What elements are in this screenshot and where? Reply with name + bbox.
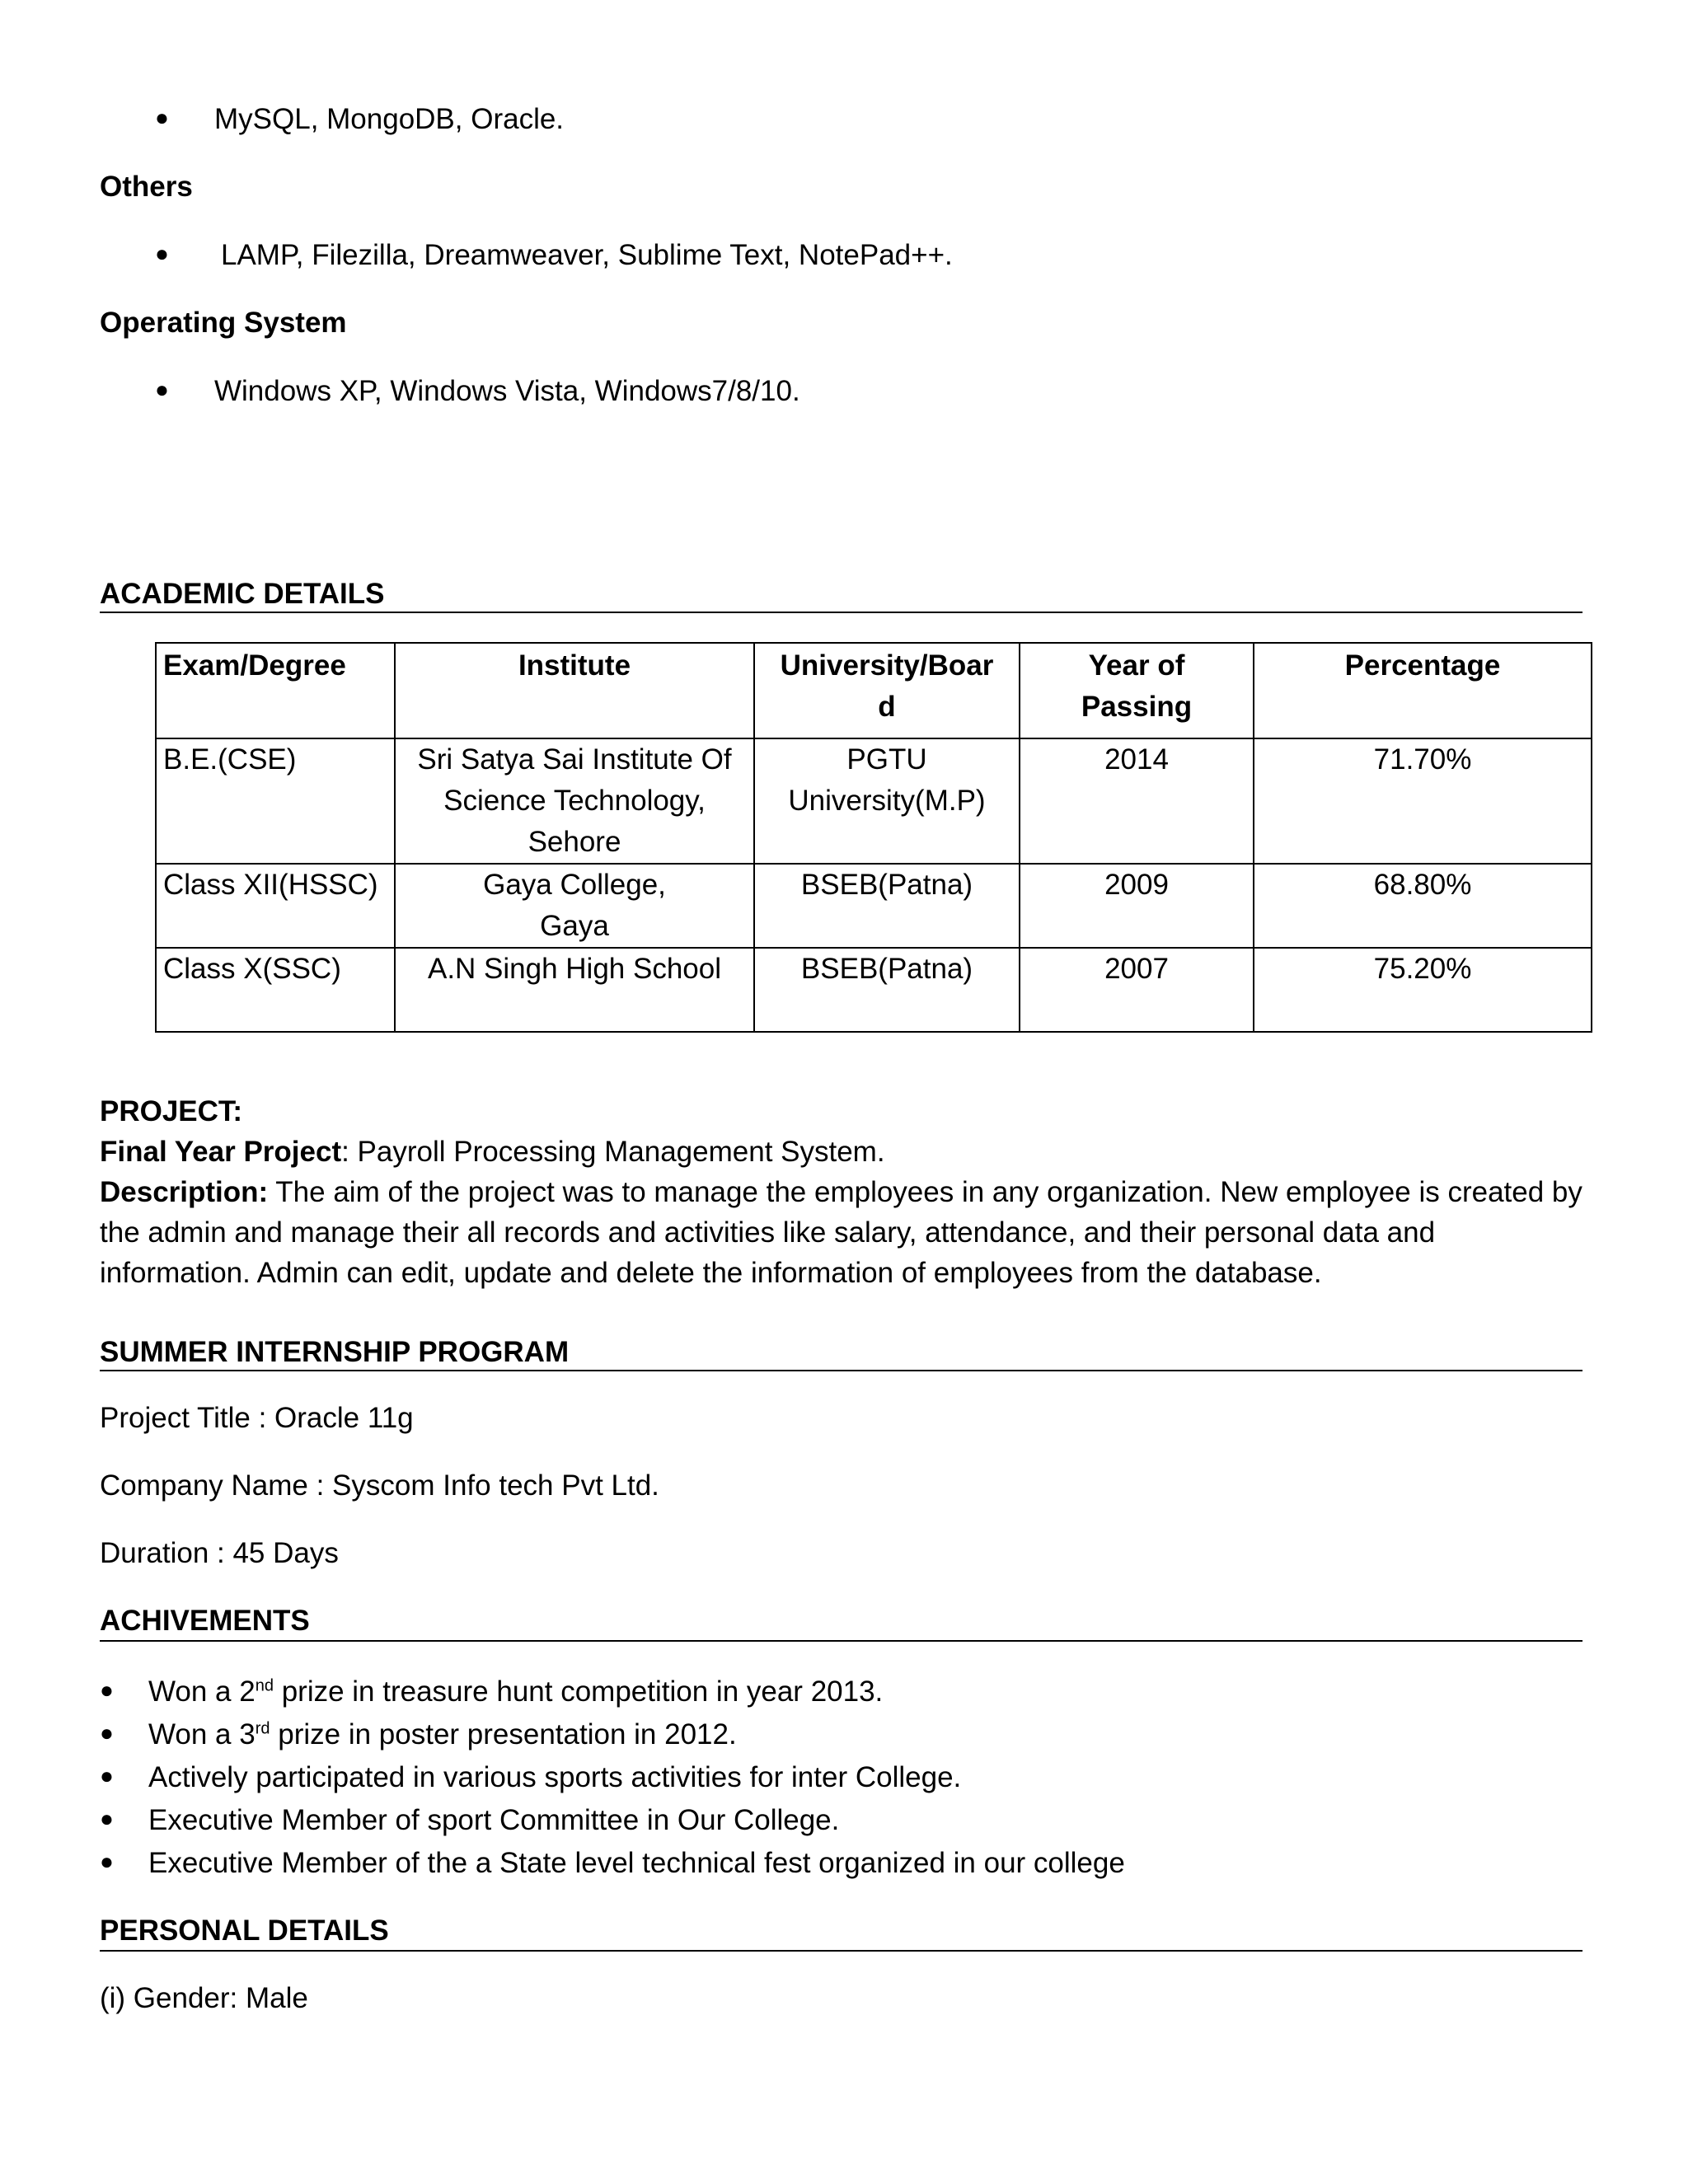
table-row: [156, 864, 1592, 948]
year-cell: 2014: [1020, 738, 1254, 864]
year-cell: 2007: [1020, 948, 1254, 1032]
achievement-item: Actively participated in various sports activities for inter College.: [148, 1761, 962, 1793]
percentage-cell: 71.70%: [1254, 738, 1592, 864]
exam-cell: Class X(SSC): [156, 948, 395, 1032]
bullet: ●: [100, 1677, 114, 1703]
databases-skill-item: MySQL, MongoDB, Oracle.: [214, 103, 565, 135]
academic-details-heading: ACADEMIC DETAILS: [100, 578, 385, 610]
others-skill-item: LAMP, Filezilla, Dreamweaver, Sublime Text, NotePad++.: [221, 239, 953, 271]
bullet: ●: [155, 105, 169, 130]
percentage-cell: 68.80%: [1254, 864, 1592, 948]
board-cell: BSEB(Patna): [754, 948, 1020, 1032]
institute-cell: Sri Satya Sai Institute Of Science Technology, Sehore: [395, 738, 754, 864]
achievement-item: Executive Member of sport Committee in Our College.: [148, 1804, 840, 1836]
header-institute: Institute: [395, 643, 754, 738]
internship-company: Company Name : Syscom Info tech Pvt Ltd.: [100, 1469, 659, 1502]
percentage-cell: 75.20%: [1254, 948, 1592, 1032]
achievements-heading: ACHIVEMENTS: [100, 1605, 310, 1637]
internship-heading: SUMMER INTERNSHIP PROGRAM: [100, 1336, 570, 1368]
final-year-project-value: : Payroll Processing Management System.: [341, 1136, 885, 1168]
bullet: ●: [100, 1763, 114, 1788]
achievement-item: Won a 3rd prize in poster presentation in 2012.: [148, 1718, 737, 1750]
others-heading: Others: [100, 171, 193, 203]
header-exam-degree: Exam/Degree: [156, 643, 395, 738]
institute-cell: Gaya College, Gaya: [395, 864, 754, 948]
os-skill-item: Windows XP, Windows Vista, Windows7/8/10.: [214, 375, 800, 407]
board-cell: BSEB(Patna): [754, 864, 1020, 948]
gender-detail: (i) Gender: Male: [100, 1982, 308, 2014]
table-row: [156, 738, 1592, 864]
year-cell: 2009: [1020, 864, 1254, 948]
personal-details-heading: PERSONAL DETAILS: [100, 1915, 389, 1947]
project-heading: PROJECT:: [100, 1095, 243, 1127]
description-label: Description:: [100, 1176, 269, 1208]
academic-table: [155, 642, 1592, 1033]
table-row: [156, 948, 1592, 1032]
bullet: ●: [155, 377, 169, 402]
section-divider: [100, 612, 1582, 613]
project-description: [100, 1172, 1583, 1293]
section-divider: [100, 1370, 1582, 1371]
header-year-of-passing: Year of Passing: [1020, 643, 1254, 738]
bullet: ●: [100, 1806, 114, 1831]
institute-cell: A.N Singh High School: [395, 948, 754, 1032]
exam-cell: Class XII(HSSC): [156, 864, 395, 948]
internship-project-title: Project Title : Oracle 11g: [100, 1402, 414, 1434]
bullet: ●: [100, 1720, 114, 1746]
section-divider: [100, 1950, 1582, 1952]
bullet: ●: [155, 241, 169, 266]
final-year-project-line: [100, 1135, 885, 1169]
bullet: ●: [100, 1849, 114, 1874]
section-divider: [100, 1640, 1582, 1642]
achievement-item: Won a 2nd prize in treasure hunt competition in year 2013.: [148, 1675, 884, 1708]
final-year-project-label: Final Year Project: [100, 1136, 342, 1168]
table-header-row: [156, 643, 1592, 738]
board-cell: PGTU University(M.P): [754, 738, 1020, 864]
header-university-board: University/Boar d: [754, 643, 1020, 738]
description-text: The aim of the project was to manage the employees in any organization. New employee is created by the admin and manage their all records and activities like salary, attendance, and their personal data and information. Admin can edit, update and delete the information of employees from the database.: [100, 1176, 1582, 1289]
exam-cell: B.E.(CSE): [156, 738, 395, 864]
achievement-item: Executive Member of the a State level technical fest organized in our college: [148, 1847, 1125, 1879]
operating-system-heading: Operating System: [100, 307, 347, 339]
internship-duration: Duration : 45 Days: [100, 1537, 339, 1569]
header-percentage: Percentage: [1254, 643, 1592, 738]
